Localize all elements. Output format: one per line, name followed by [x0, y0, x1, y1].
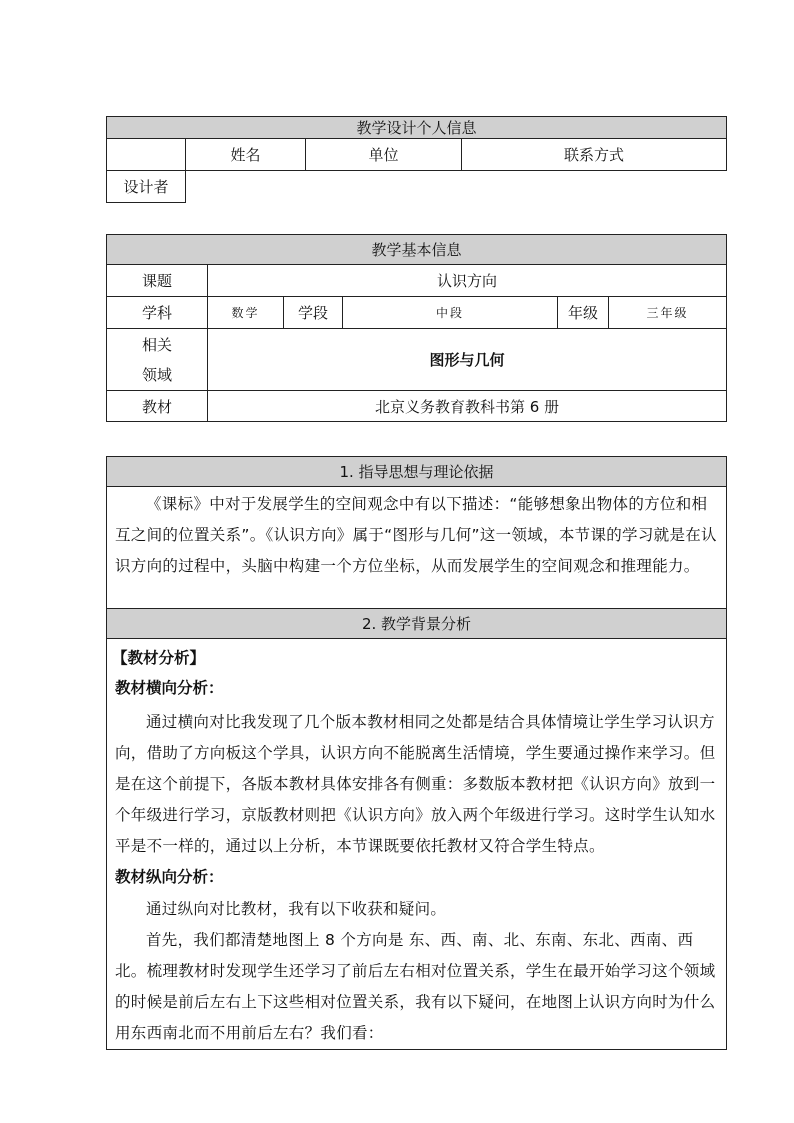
section2-title: 2. 教学背景分析 — [107, 609, 727, 639]
grade-value: 三年级 — [609, 297, 727, 329]
field-label-line-1: 相关 — [141, 335, 172, 354]
field-label — [107, 329, 208, 391]
basic-info-table — [106, 234, 727, 422]
horizontal-paragraph: 通过横向对比我发现了几个版本教材相同之处都是结合具体情境让学生学习认识方向，借助了方向板这个学具，认识方向不能脱离生活情境，学生要通过操作来学习。但是在这个前提下，各版本教材具体安排各有侧重：多数版本教材把《认识方向》放到一个年级进行学习，京版教材则把《认识方向》放入两个年级进行学习。这时学生认知水平是不一样的，通过以上分析，本节课既要依托教材又符合学生特点。 — [115, 713, 716, 855]
vertical-heading: 教材纵向分析： — [115, 868, 224, 886]
topic-value: 认识方向 — [208, 265, 727, 297]
vertical-paragraph-2: 首先，我们都清楚地图上 8 个方向是 东、西、南、北、东南、东北、西南、西北。梳理教材时发现学生还学习了前后左右相对位置关系，学生在最开始学习这个领域的时候是前后左右上下这些相对位置关系，我有以下疑问，在地图上认识方向时为什么用东西南北而不用前后左右？我们看： — [115, 931, 716, 1042]
horizontal-heading: 教材横向分析： — [115, 679, 224, 697]
section2-body — [107, 639, 727, 1050]
subject-label: 学科 — [107, 297, 208, 329]
basic-info-header: 教学基本信息 — [107, 235, 727, 265]
section1-title: 1. 指导思想与理论依据 — [107, 457, 727, 487]
name-column-header: 姓名 — [186, 139, 306, 171]
section1-paragraph: 《课标》中对于发展学生的空间观念中有以下描述：“能够想象出物体的方位和相互之间的位置关系”。《认识方向》属于“图形与几何”这一领域，本节课的学习就是在认识方向的过程中，头脑中构建一个方位坐标，从而发展学生的空间观念和推理能力。 — [115, 495, 717, 575]
personal-info-header: 教学设计个人信息 — [107, 117, 727, 139]
contact-column-header: 联系方式 — [462, 139, 727, 171]
field-label-line-2: 领域 — [141, 365, 172, 384]
topic-label: 课题 — [107, 265, 208, 297]
field-value: 图形与几何 — [208, 329, 727, 391]
empty-cell — [107, 139, 186, 171]
stage-value: 中段 — [343, 297, 558, 329]
subject-value: 数学 — [208, 297, 284, 329]
designer-label: 设计者 — [107, 171, 186, 203]
vertical-paragraph-1: 通过纵向对比教材，我有以下收获和疑问。 — [146, 900, 447, 918]
grade-label: 年级 — [558, 297, 609, 329]
stage-label: 学段 — [284, 297, 343, 329]
textbook-label: 教材 — [107, 391, 208, 422]
unit-column-header: 单位 — [306, 139, 462, 171]
content-table — [106, 456, 727, 1050]
section1-body — [107, 487, 727, 609]
analysis-heading: 【教材分析】 — [112, 649, 206, 667]
personal-info-table — [106, 116, 727, 203]
textbook-value: 北京义务教育教科书第 6 册 — [208, 391, 727, 422]
